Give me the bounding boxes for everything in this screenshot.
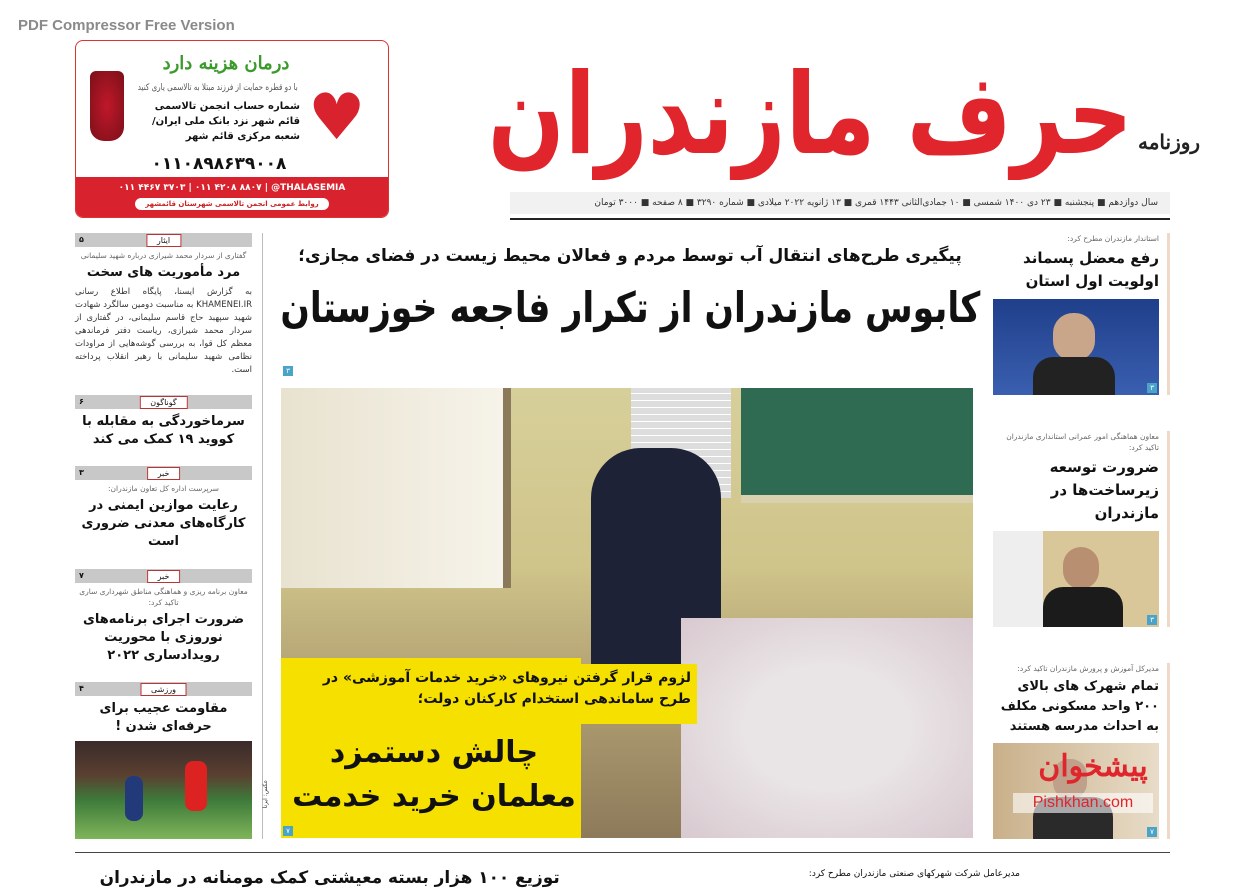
page-number: ۵ — [79, 235, 84, 244]
watermark-text: PDF Compressor Free Version — [18, 17, 235, 34]
story-headline[interactable]: رعایت موازین ایمنی در کارگاه‌های معدنی ضروری است — [81, 498, 246, 549]
left-story-3[interactable] — [75, 466, 252, 551]
ad-footer: روابط عمومی انجمن تالاسمی شهرستان قائمشهر — [135, 198, 328, 210]
story-headline[interactable]: ضرورت توسعه زیرساخت‌ها در مازندران — [1049, 458, 1159, 522]
player-figure — [125, 776, 143, 821]
section-bar — [75, 466, 252, 480]
story-headline[interactable]: تمام شهرک های بالای ۲۰۰ واحد مسکونی مکلف به احداث مدرسه هستند — [1000, 679, 1159, 734]
story-kicker: سرپرست اداره کل تعاون مازندران: — [108, 484, 219, 493]
story-body: به گزارش ایسنا، پایگاه اطلاع رسانی KHAMENEI.IR به مناسبت دومین سالگرد شهادت شهید سپهبد حاج قاسم سلیمانی، در گفتاری از سردار محمد شیرازی، ریاست دفتر فرماندهی معظم کل قوا، به بررسی گوشه‌هایی از مراودات نظامی شهید سلیمانی با رهبر انقلاب پرداخته است. — [75, 287, 252, 375]
person-face — [1063, 547, 1099, 589]
ad-account-number: ۰۱۱۰۸۹۸۶۳۹۰۰۸ — [151, 154, 287, 174]
right-story-1[interactable] — [993, 233, 1170, 395]
section-bar — [75, 682, 252, 696]
left-story-2[interactable] — [75, 395, 252, 449]
ad-contact-band — [76, 177, 388, 217]
page-marker: ۳ — [283, 366, 293, 376]
pishkhan-stamp: پیشخوان — [1038, 749, 1148, 784]
story-headline[interactable]: سرماخوردگی به مقابله با کووید ۱۹ کمک می کند — [82, 413, 245, 447]
lead-kicker: پیگیری طرح‌های انتقال آب توسط مردم و فعالان محیط زیست در فضای مجازی؛ — [298, 246, 962, 266]
story-headline[interactable]: مقاومت عجیب برای حرفه‌ای شدن ! — [99, 701, 228, 734]
ad-account-label: شماره حساب انجمن تالاسمی قائم شهر نزد بانک ملی ایران/ شعبه مرکزی قائم شهر — [152, 101, 300, 142]
bottom-rule — [75, 852, 1170, 853]
page-marker: ۷ — [1147, 827, 1157, 837]
page-marker: ۳ — [1147, 383, 1157, 393]
section-bar — [75, 233, 252, 247]
section-bar — [75, 569, 252, 583]
section-label: ورزشی — [140, 683, 187, 696]
desk-cloth — [681, 618, 973, 838]
left-story-1[interactable] — [75, 233, 252, 377]
page-marker: ۳ — [1147, 615, 1157, 625]
photo-credit: عکس: ایرنا — [262, 779, 269, 809]
lead-photo[interactable] — [281, 388, 973, 838]
page-number: ۷ — [79, 570, 84, 580]
section-label: گوناگون — [139, 396, 187, 409]
story-headline[interactable]: مرد مأموریت های سخت — [86, 265, 241, 280]
chalkboard — [741, 388, 973, 503]
player-figure — [185, 761, 207, 811]
right-column — [993, 233, 1170, 839]
person-suit — [1033, 357, 1115, 395]
official-photo — [993, 531, 1159, 627]
section-label: ایثار — [146, 234, 181, 247]
person-suit — [1043, 587, 1123, 627]
masthead-subtitle: روزنامه — [1138, 130, 1201, 154]
ad-contacts: ۰۱۱ ۴۴۶۷ ۳۷۰۳ | ۰۱۱ ۴۲۰۸ ۸۸۰۷ | @THALASEMIA — [118, 183, 346, 193]
section-bar — [75, 395, 252, 409]
story-headline[interactable]: ضرورت اجرای برنامه‌های نوروزی با محوریت رویدادساری ۲۰۲۲ — [82, 611, 245, 663]
thalassemia-ad[interactable] — [75, 40, 389, 218]
page-number: ۶ — [79, 396, 84, 406]
sports-photo — [75, 741, 252, 839]
right-story-2[interactable] — [993, 431, 1170, 627]
right-story-3[interactable] — [993, 663, 1170, 839]
column-divider — [262, 233, 263, 839]
ad-slogan: درمان هزینه دارد — [162, 53, 290, 74]
bottom-kicker: مدیرعامل شرکت شهرکهای صنعتی مازندران مطرح کرد: — [808, 869, 1020, 879]
left-column — [75, 233, 252, 736]
dateline: سال دوازدهم ■ پنجشنبه ■ ۲۳ دی ۱۴۰۰ شمسی ■ ۱۰ جمادی‌الثانی ۱۴۴۳ قمری ■ ۱۳ ژانویه ۲۰۲۲ میلادی ■ شماره ۳۲۹۰ ■ ۸ صفحه ■ ۳۰۰۰ تومان — [510, 192, 1170, 214]
pishkhan-url[interactable]: Pishkhan.com — [1013, 793, 1153, 813]
photo-headline[interactable]: چالش دستمزد معلمان خرید خدمت — [292, 735, 576, 814]
photo-kicker: لزوم قرار گرفتن نیروهای «خرید خدمات آموزشی» در طرح ساماندهی استخدام کارکنان دولت؛ — [287, 664, 697, 724]
ad-line: با دو قطره حمایت از فرزند مبتلا به تالاسمی یاری کنید — [137, 83, 298, 93]
page-number: ۴ — [79, 684, 84, 693]
lead-headline[interactable]: کابوس مازندران از تکرار فاجعه خوزستان — [280, 283, 980, 332]
section-label: خبر — [147, 570, 181, 583]
heart-icon: ♥ — [308, 81, 366, 155]
bottom-headline[interactable]: توزیع ۱۰۰ هزار بسته معیشتی کمک مومنانه در مازندران — [99, 868, 560, 888]
story-kicker: معاون برنامه ریزی و هماهنگی مناطق شهرداری ساری تاکید کرد: — [79, 586, 248, 607]
person-face — [1053, 313, 1095, 361]
official-photo — [993, 743, 1159, 839]
story-kicker: مدیرکل آموزش و پرورش مازندران تاکید کرد: — [1017, 664, 1159, 673]
story-headline[interactable]: رفع معضل پسماند اولویت اول استان — [1023, 249, 1159, 290]
window — [281, 388, 511, 588]
section-label: خبر — [147, 467, 181, 480]
left-story-5[interactable] — [75, 682, 252, 736]
masthead-rule — [510, 218, 1170, 220]
story-kicker: استاندار مازندران مطرح کرد: — [1067, 234, 1159, 243]
story-kicker: گفتاری از سردار محمد شیرازی درباره شهید سلیمانی — [80, 251, 247, 260]
page-number: ۳ — [79, 468, 84, 477]
page-marker: ۷ — [283, 826, 293, 836]
masthead-title: حرف مازندران — [487, 50, 1134, 180]
official-photo — [993, 299, 1159, 395]
left-story-4[interactable] — [75, 569, 252, 665]
story-kicker: معاون هماهنگی امور عمرانی استانداری مازندران تاکید کرد: — [1006, 432, 1159, 452]
